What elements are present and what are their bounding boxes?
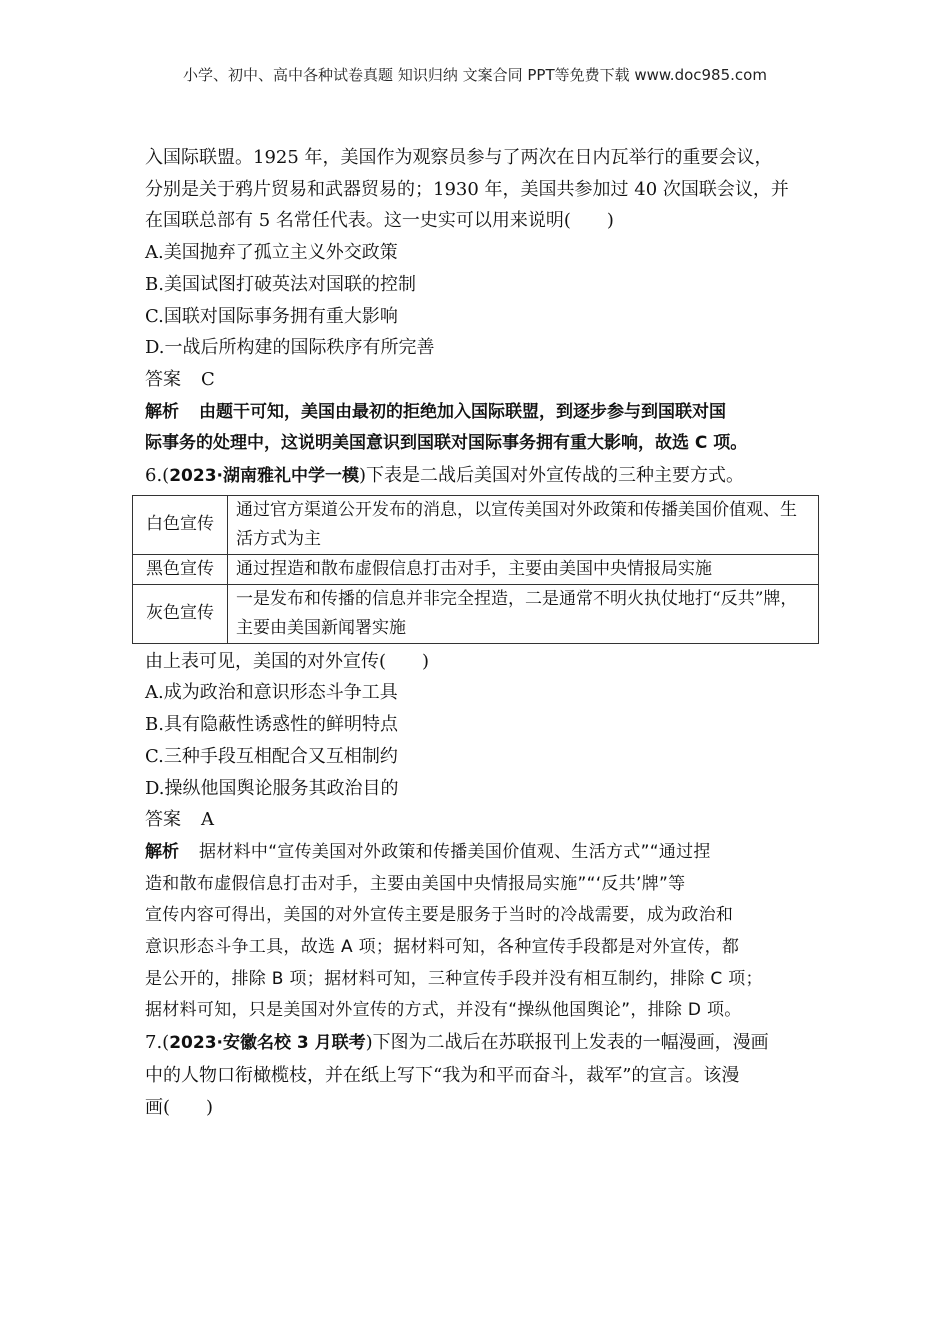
q6-answer	[145, 804, 825, 836]
q5-stem-line: 在国联总部有 5 名常任代表。这一史实可以用来说明( )	[145, 210, 614, 232]
document-body	[145, 142, 825, 1123]
q6-option-c: C.三种手段互相配合又互相制约	[145, 745, 398, 767]
answer-label: 答案	[145, 368, 181, 390]
q6-analysis-line: 是公开的，排除 B 项；据材料可知，三种宣传手段并没有相互制约，排除 C 项；	[145, 968, 763, 989]
q6-question: 由上表可见，美国的对外宣传( )	[145, 650, 430, 672]
q5-answer	[145, 364, 825, 396]
propaganda-table	[132, 495, 819, 644]
q7-stem: 7.(2023·安徽名校 3 月联考)下图为二战后在苏联报刊上发表的一幅漫画，漫画	[145, 1032, 769, 1054]
table-cell-type: 灰色宣传	[133, 584, 228, 643]
q6-analysis-line: 据材料可知，只是美国对外宣传的方式，并没有“操纵他国舆论”，排除 D 项。	[145, 1000, 742, 1021]
analysis-text: 据材料中“宣传美国对外政策和传播美国价值观、生活方式”“通过捏	[199, 841, 711, 862]
q6-option-b: B.具有隐蔽性诱惑性的鲜明特点	[145, 714, 398, 736]
q6-option-d: D.操纵他国舆论服务其政治目的	[145, 777, 399, 799]
q5-option-c: C.国联对国际事务拥有重大影响	[145, 305, 398, 327]
q6-option-a: A.成为政治和意识形态斗争工具	[145, 682, 398, 704]
q5-option-d: D.一战后所构建的国际秩序有所完善	[145, 337, 435, 359]
table-cell-desc: 一是发布和传播的信息并非完全捏造，二是通常不明火执仗地打“反共”牌，主要由美国新闻署实施	[228, 584, 819, 643]
table-cell-desc: 通过捏造和散布虚假信息打击对手，主要由美国中央情报局实施	[228, 554, 819, 584]
table-row	[133, 584, 819, 643]
analysis-label: 解析	[145, 401, 179, 422]
table-cell-type: 白色宣传	[133, 495, 228, 554]
q6-source: 2023·湖南雅礼中学一模	[169, 466, 359, 487]
q5-option-a: A.美国抛弃了孤立主义外交政策	[145, 242, 398, 264]
q6-analysis-line: 意识形态斗争工具，故选 A 项；据材料可知，各种宣传手段都是对外宣传，都	[145, 937, 740, 958]
analysis-label: 解析	[145, 841, 179, 862]
q5-stem-line: 分别是关于鸦片贸易和武器贸易的；1930 年，美国共参加过 40 次国联会议，并	[145, 178, 789, 200]
q6-analysis	[145, 836, 825, 869]
q7-stem-line: 中的人物口衔橄榄枝，并在纸上写下“我为和平而奋斗，裁军”的宣言。该漫	[145, 1064, 740, 1086]
q5-analysis-line: 际事务的处理中，这说明美国意识到国联对国际事务拥有重大影响，故选 C 项。	[145, 433, 748, 454]
q7-source: 2023·安徽名校 3 月联考	[169, 1033, 366, 1054]
q6-analysis-line: 造和散布虚假信息打击对手，主要由美国中央情报局实施”“‘反共’牌”等	[145, 873, 686, 894]
q6-stem: 6.(2023·湖南雅礼中学一模)下表是二战后美国对外宣传战的三种主要方式。	[145, 465, 745, 487]
page-header: 小学、初中、高中各种试卷真题 知识归纳 文案合同 PPT等免费下载 www.doc985.com	[183, 66, 767, 84]
analysis-text: 由题干可知，美国由最初的拒绝加入国际联盟，到逐步参与到国联对国	[199, 401, 726, 422]
table-cell-type: 黑色宣传	[133, 554, 228, 584]
answer-label: 答案	[145, 809, 181, 831]
q7-stem-line: 画( )	[145, 1096, 214, 1118]
table-cell-desc: 通过官方渠道公开发布的消息，以宣传美国对外政策和传播美国价值观、生活方式为主	[228, 495, 819, 554]
answer-value: C	[201, 368, 215, 390]
q5-option-b: B.美国试图打破英法对国联的控制	[145, 273, 416, 295]
q5-analysis	[145, 396, 825, 429]
table-row	[133, 495, 819, 554]
q5-stem-line: 入国际联盟。1925 年，美国作为观察员参与了两次在日内瓦举行的重要会议，	[145, 147, 773, 168]
table-row	[133, 554, 819, 584]
answer-value: A	[201, 809, 214, 831]
q6-analysis-line: 宣传内容可得出，美国的对外宣传主要是服务于当时的冷战需要，成为政治和	[145, 905, 734, 926]
